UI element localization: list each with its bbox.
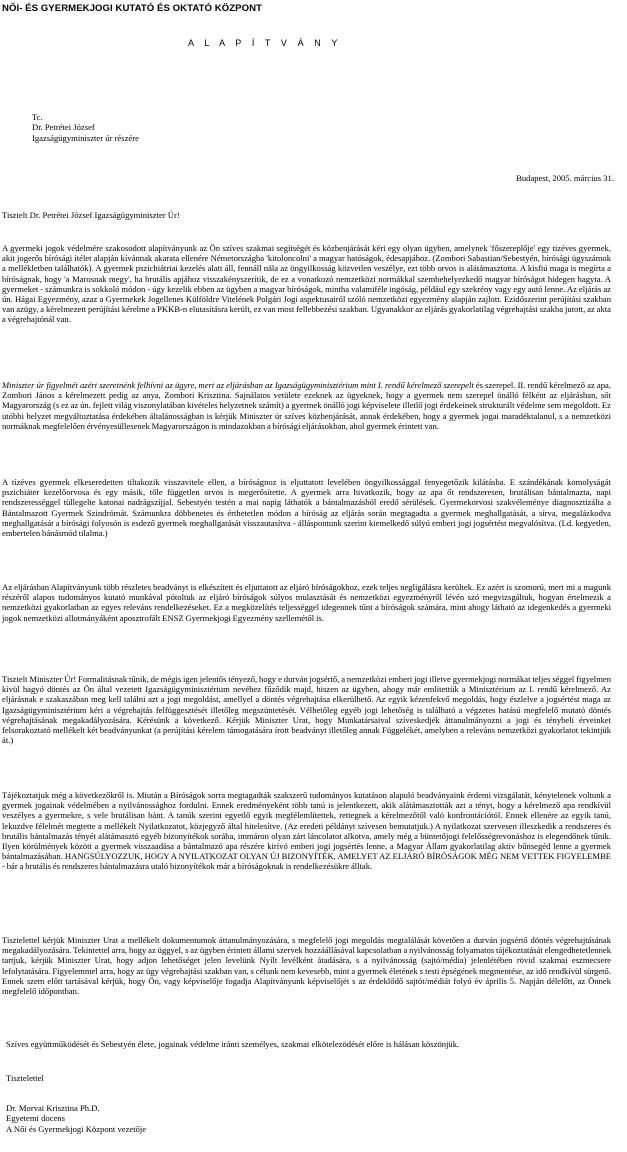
signer-title: Egyetemi docens	[6, 1113, 65, 1124]
signer-name: Dr. Morvai Krisztina Ph.D.	[6, 1103, 100, 1113]
salutation: Tisztelt Dr. Petrétei József Igazságügyminiszter Úr!	[2, 210, 180, 220]
sign-off-text: Tisztelettel	[6, 1073, 44, 1083]
paragraph-6	[2, 790, 611, 872]
signer-role: A Női és Gyermekjogi Központ vezetője	[6, 1123, 147, 1134]
date-line: Budapest, 2005. március 31.	[516, 173, 614, 183]
sign-off	[6, 1073, 44, 1083]
signature-block	[6, 1103, 146, 1134]
closing-regards: Szíves együttműködését és Sebestyén élete, jogainak védelme iránti személyes, szakmai elkötelezödését előre is hálásan köszönjük.	[6, 1039, 460, 1049]
paragraph-6-text-end: - bár a brutális és rendszeres bántalmazásra utaló bizonyítékok már a bíróságoknak is rendelkezésükre álltak.	[2, 861, 373, 872]
paragraph-5: Tisztelt Miniszter Úr! Formalitásnak tűnik, de mégis igen jelentős tényező, hogy e durván jogsértő, a nemzetközi emberi jogi illetve gyermekjogi normákat teljes séggel figyelmen kívül hagyó döntés az Ön által vezetett Igazságügyminisztérium nevéhez fűződik majd, hiszen az ügyben, ahogy már említettük a Minisztérium az I. rendű kérelmező. Az eljárásnak e szakaszában meg kell találni azt a jogi megoldást, amellyel a döntés végrehajtása elkerülhető. Az egyik kézenfekvő megoldás, hogy észlelve a jogsértést maga az Igazságügyminisztérium kéri a végrehajtás felfüggesztését illetőleg megszüntetését. Vélhetőleg egyéb jogi lehetőség is található a végzetes hatású megfelelő mutató döntés végrehajtásának megakadályozására. Kérésünk a következő. Kérjük Miniszter Urat, hogy Munkatársaival szíveskedjék áttanulmányozni a jogi és ténybeli érveinket felsorakoztató mellékelt két beadványunkat (a perújítási kérelem támogatására írott beadványt illetőleg annak Függelékét, amelyben a releváns nemzetközi gyakorlatot tekintjük át.)	[2, 674, 611, 746]
paragraph-3: A tízéves gyermek elkeseredetten tiltakozik visszavitele ellen, a bíróságnoz is eljuttatott levelében öngyilkossággal fenyegetőzik kilátásba. E szándékának komolyságát pszichiáter kezelőorvosa és egy másik, tőle független orvos is megerősítette. A gyermek arra hivatkozik, hogy az apa őt rendszeresen, brutálisan bántalmazta, napi rendszerességgel tüllegelte katonai nadrágszíjjal. Sebestyén testén a mai napig láthatók a bántalmazásból eredő sérülések. Gyermekorvosi szakvéleménye diagnosztizálta a Bántalmazott Gyermek Szindrómát. Számunkra döbbenetes és érthetetlen módon a bíróság az eljárás során megtagadta a gyermek meghallgatását, a sírva, megalázkodva meghallgatását a bírósági folyosón is esdező gyermek meghallgatását visszautasítva - álláspontunk szerint kiemelkedő súlyú emberi jogi jogsértést megvalósítva. (Ld. kegyetlen, embertelen bánásmód tilalma.)	[2, 477, 611, 539]
paragraph-1: A gyermeki jogok védelmére szakosodott alapítványunk az Ön szíves szakmai segítségét és közbenjárását kéri egy olyan ügyben, amelynek 'főszereplője' egy tizéves gyermek, akit jogerős bírósági ítélet alapján kívánnak akarata ellenére Németországba 'kitoloncolni' a magyar hatóságok, édesapjához. (Zombori Sabastian/Sebestyén, bírósági ügyszámok a mellékletben találhatók). A gyermek pszichiátriai kezelés alatt áll, fennáll nála az öngyilkosság közvetlen veszélye, ezt több orvos is alátámasztotta. A kisfiú maga is megírta a bíróságnak, hogy 'a Marosnak megy', ha brutális apjához visszakényszerítik, de ez a vonatkozó nemzetközi normákkal szembehelyezkedő magyar bíróságot hidegen hagyta. A gyermeket - számunkra is sokkoló módon - úgy kezelik ebben az ügyben a magyar bíróságok, mintha valamiféle ingóság, például egy szekrény vagy egy autó lenne. Az eljárás az ún. Hágai Egyezmény, azaz a Gyermekek Jogellenes Külföldre Vitelének Polgári Jogi aspektusairól szóló nemzetközi egyezmény alapján zajlott. Ezidőszerint perújítási szakban van azügy, a kérelmezett perújítási kérelme a PKKB-n elutasításra került, ez van most fellebbezési szakban. Ugyanakkor az eljárás gyakorlatilag végrehajtási szakba jutott, az akta a végrehajtónál van.	[2, 243, 611, 325]
paragraph-6-text: Tájékoztatjuk még a következőkről is. Miután a Bíróságok sorra megtagadták szakszerű tudományos kutatáson alapuló beadványaink érdemi vizsgálatát, kénytelenek voltunk a gyermek jogainak védelmében a nyilvánossághoz fordulni. Ennek eredményeként több tanú is jelentkezett, akik alátámasztották azt a tényt, hogy a kérelmező apa rendkívül veszélyes a gyermekre, s vele brutálisan bánt. A tanúk szerint egyetlő egyik megfélemlítettek, rettegnek a kérelmezőtől való konfrontációtól. Ennek ellenére az egyik tanú, lekuzdve félelmét megtette a mellékelt Nyilatkozatot, közjegyző által hitelesítve. (Az eredeti példányt szívesen bemutatjuk.) A nyilatkozat szervesen illeszkedik a rendszeres és brutális bántalmazás tényét alátámasztó egyéb bizonyítékok sorába, immáron olyan zárt láncolatot alkotva, amely még a büntetőjogi felelősségrevonáshoz is elegendőnek tűnik. Ilyen körülmények között a gyermek visszaadása a bántalmazó apa részére kirívó emberi jogi jogsértés lenne, a Magyar Állam gyakorlatilag aktív bűnsegéd lenne a gyermek bántalmazásában.	[2, 790, 611, 862]
paragraph-2-italic: Miniszter úr figyelmét azért szeretnénk felhívni az ügyre, mert az eljárásban az Igazságügyminisztérium mint I. rendű kérelmező szerepelt	[2, 380, 474, 390]
addressee-line: Tc.	[32, 112, 43, 122]
addressee-line: Dr. Petrétei József	[32, 122, 95, 133]
paragraph-7: Tisztelettel kérjük Miniszter Urat a mellékelt dokumentumok áttanulmányozására, s megfelelő jogi megoldás megtalálását követően a durván jogsértő döntés végrehajtásának megakadályozására. Tekintettel arra, hogy az üggyel, s az ügyben érintett állami szervek hozzáállásával kapcsolatban a nyilvánosság folyamatos tájékoztatását elengedhetetlennek tartjuk, kérjük Miniszter Urat, hogy adjon lehetőséget jelen levelünk Nyílt levélként átadására, s a nyilvánosság (sajtó/média) jelenlétében rövid szakmai eszmecsere lefolytatására. Figyelemmel arra, hogy az ügy végrehajtási szakban van, s célunk nem kevesebb, mint a gyermek életének s testi épségének megmentése, az idő rendkívül sürgető. Ennek szem előtt tartásával kérjük, hogy Ön, vagy képviselője fogadja Alapítványunk képviselőjét s az érdeklődő sajtót/médiát folyó év április 5. Napján délelőtt, az Önnek megfelelő időpontban.	[2, 935, 611, 997]
paragraph-4: Az eljárásban Alapítványunk több részletes beadványt is elkészített és eljuttatott az eljáró bíróságokhoz, ezek teljes negligálásra kerültek. Ez azért is szomorú, mert mi a magunk részéről alapos tudományos kutató munkával pótoltuk az eljáró bíróságok súlyos mulasztását és nemzetközi egyezményről lévén szó megvizsgáltuk, hogyan értelmezik a nemzetközi gyakorlatban az egyes releváns rendelkezéseket. Ez a megközelítés teljességgel idegennek tűnt a bíróságok számára, mint ahogy látható az idegenkedés a gyermeki jogok nemzetközi allotmányáként aposztrofált ENSZ Gyermekjogi Egyezmény szellemétől is.	[2, 582, 611, 623]
paragraph-2-text: és szerepel. II. rendű kérelmező az apa, Zombori János a kérelmezett pedig az anya, Zombori Krisztina. Sajnálatos vetülete ezeknek az ügyeknek, hogy a gyermek nem szerepel önálló félként az eljárásban, sőt Magyarország (s ez az ún. fejlett világ viszonylatában kivételes helyzetnek számít) a gyermek önálló jogi képviselete illetlő jogi érdekeinek strukturált védelme sem megoldott. Ez utóbbi helyzet megváltoztatása érdekében általánosságban is kérjük Miniszter úr szíves közbenjárását, annak érdekében, hogy a gyermek jogai maradéktalanul, s a nemzetközi normáknak megfelelően érvényesüllesenek Magyarországon is mindazokban a bírósági eljárásokban, ahol gyermek érintett van.	[2, 380, 611, 431]
addressee-block	[32, 112, 139, 143]
paragraph-6-emphasis: HANGSÚLYOZZUK, HOGY A NYILATKOZAT OLYAN ÚJ BIZONYÍTÉK, AMELYET AZ ELJÁRÓ BÍRÓSÁGOK MÉG NEM VETTEK FIGYELEMBE	[64, 851, 611, 862]
addressee-line: Igazságügyminiszter úr részére	[32, 132, 139, 143]
paragraph-2	[2, 380, 611, 431]
foundation-label: A L A P Í T V Á N Y	[188, 38, 342, 48]
organization-name: NŐI- ÉS GYERMEKJOGI KUTATÓ ÉS OKTATÓ KÖZPONT	[2, 3, 262, 14]
